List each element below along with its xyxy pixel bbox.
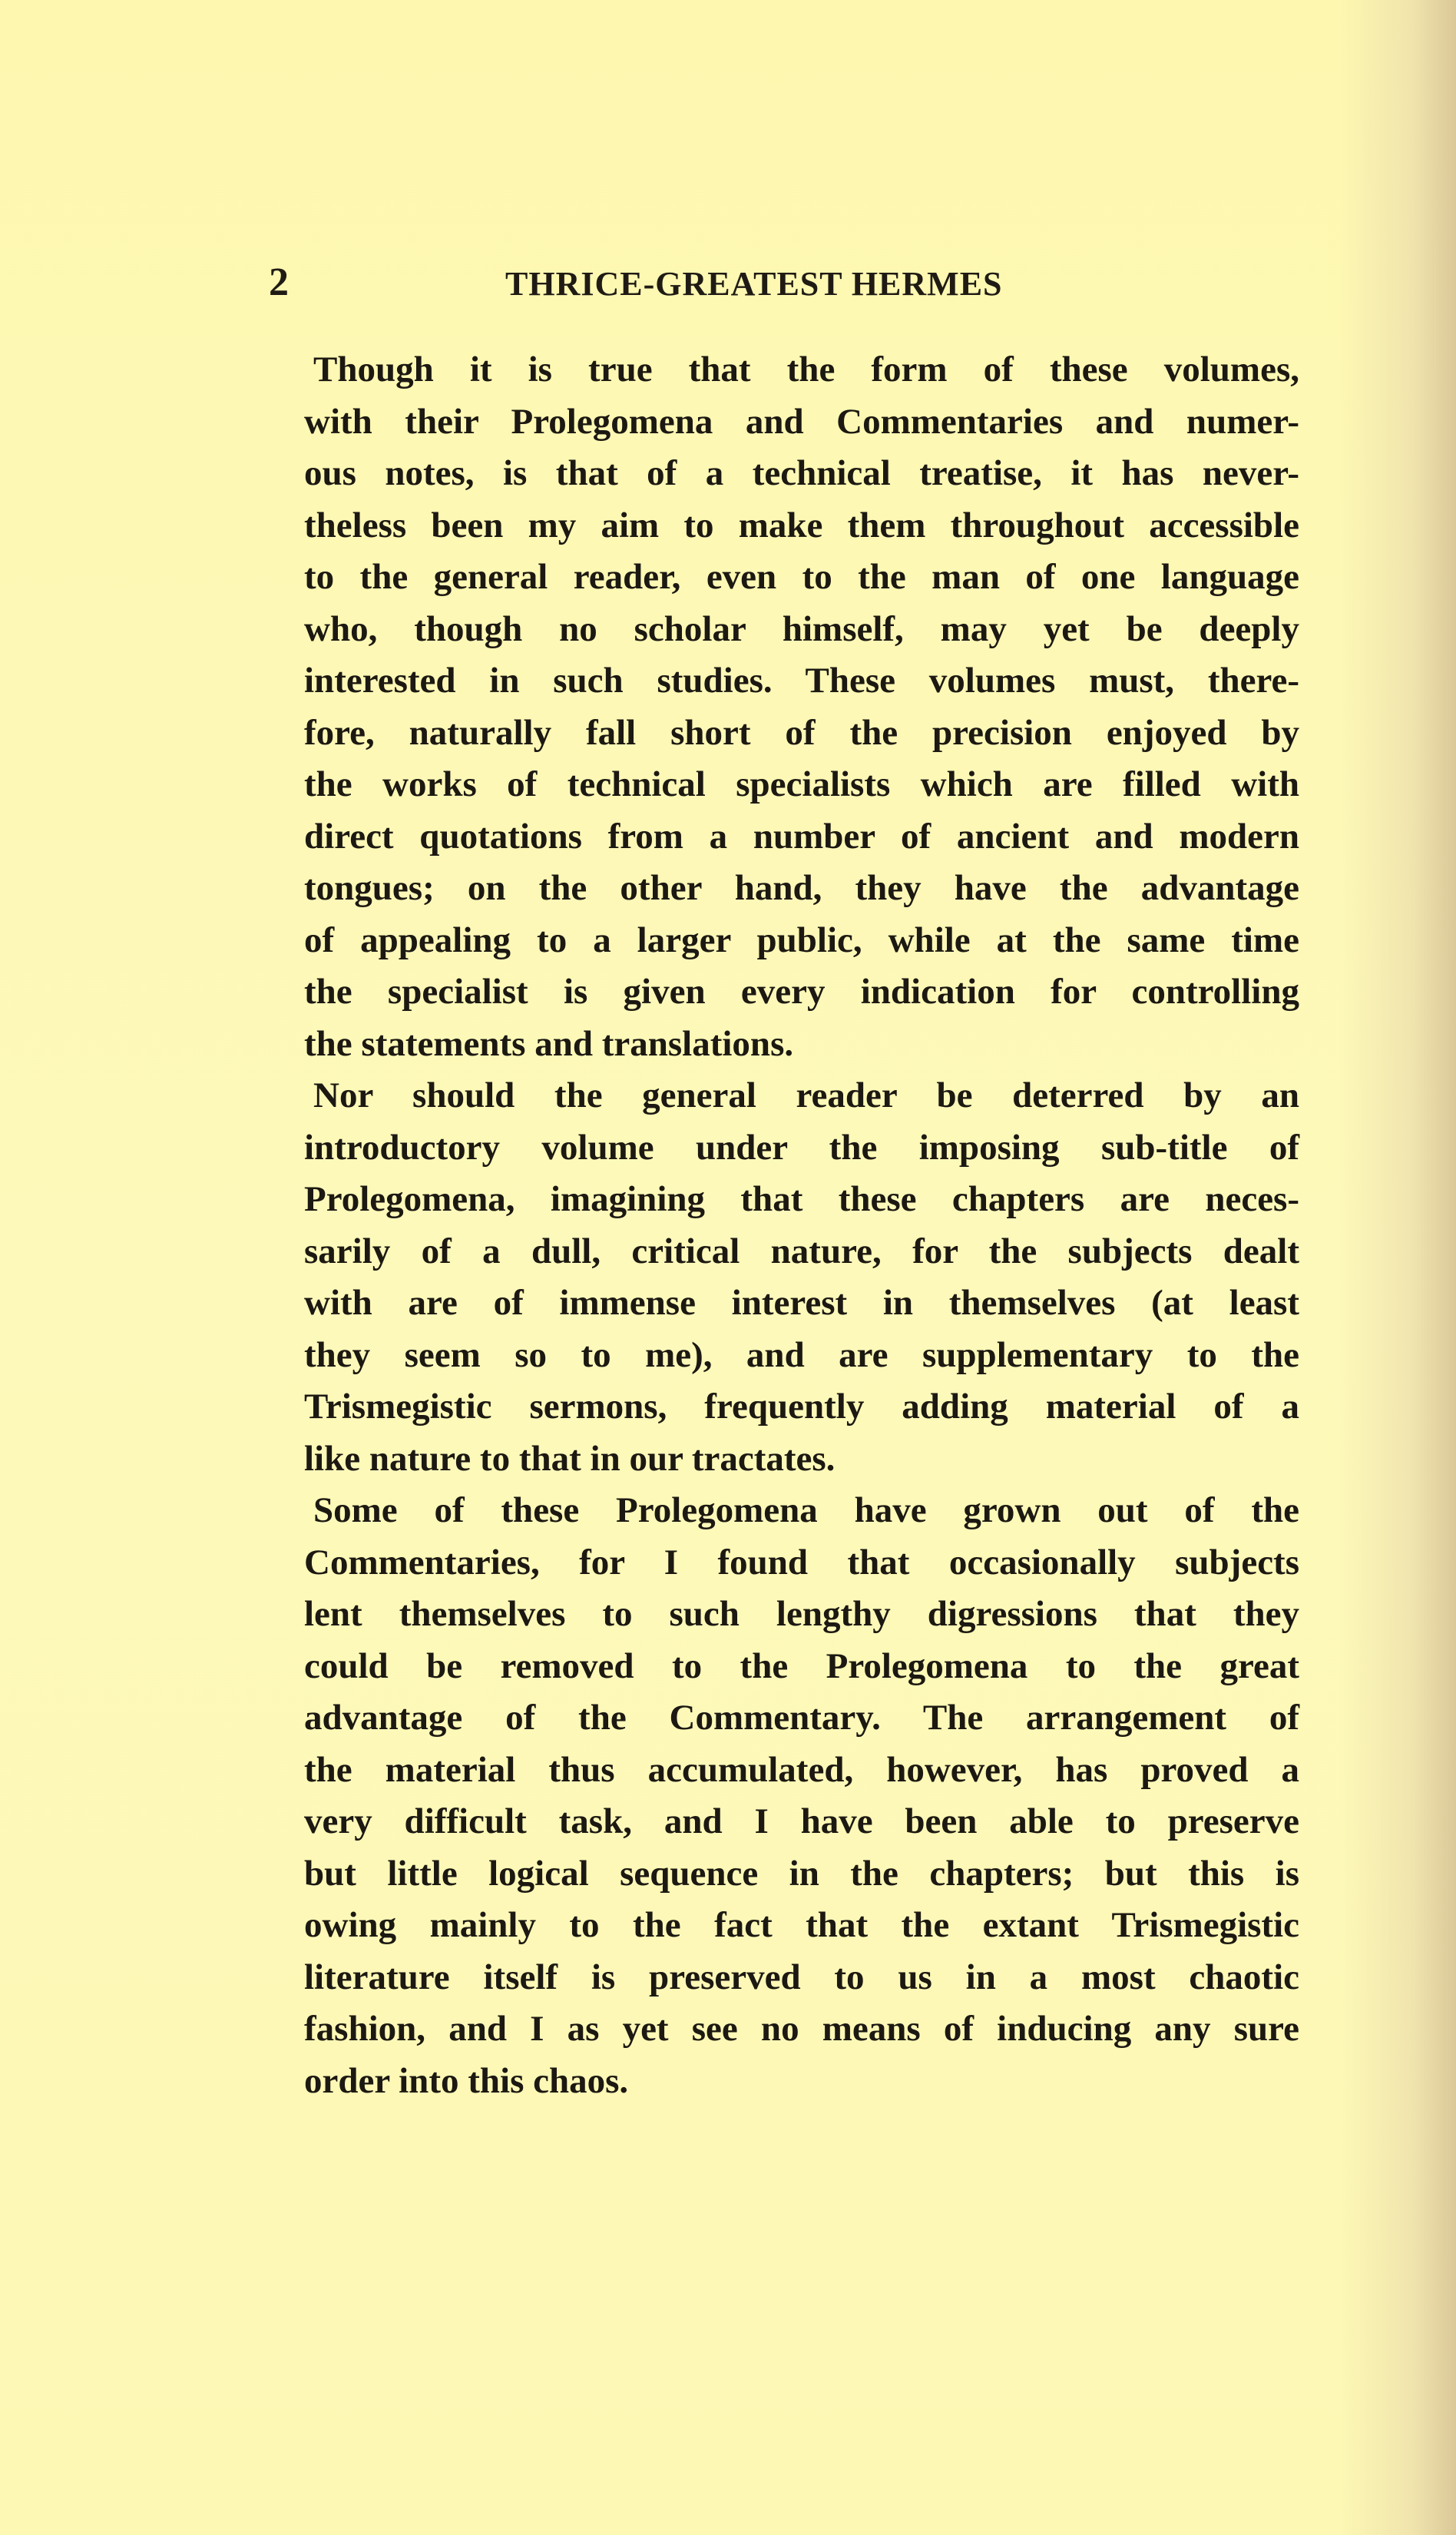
- body-text: [304, 344, 1299, 2107]
- text-line: could be removed to the Prolegomena to the great: [304, 1645, 1299, 1686]
- text-line: very difficult task, and I have been able to preserve: [304, 1801, 1299, 1841]
- text-line: to the general reader, even to the man of one language: [304, 557, 1299, 597]
- text-line: Nor should the general reader be deterred by an: [313, 1075, 1299, 1115]
- text-line: the works of technical specialists which are filled with: [304, 764, 1299, 804]
- running-title: THRICE-GREATEST HERMES: [505, 265, 1003, 303]
- text-line: the statements and translations.: [304, 1023, 794, 1064]
- text-line: sarily of a dull, critical nature, for the subjects dealt: [304, 1231, 1299, 1271]
- text-line: Though it is true that the form of these volumes,: [313, 350, 1299, 389]
- text-line: theless been my aim to make them throughout accessible: [304, 505, 1299, 545]
- paragraph-1: [304, 344, 1299, 1070]
- text-line: direct quotations from a number of ancient and modern: [304, 816, 1299, 857]
- text-line: advantage of the Commentary. The arrangement of: [304, 1698, 1299, 1738]
- text-line: tongues; on the other hand, they have the advantage: [304, 868, 1299, 908]
- text-line: fashion, and I as yet see no means of inducing any sure: [304, 2009, 1299, 2049]
- text-line: they seem so to me), and are supplementary to the: [304, 1334, 1299, 1375]
- text-line: literature itself is preserved to us in a most chaotic: [304, 1957, 1299, 1997]
- paragraph-2: [304, 1070, 1299, 1485]
- text-line: who, though no scholar himself, may yet be deeply: [304, 608, 1299, 649]
- text-line: ous notes, is that of a technical treatise, it has never-: [304, 453, 1299, 493]
- text-line: the specialist is given every indication for controlling: [304, 972, 1299, 1012]
- text-line: but little logical sequence in the chapters; but this is: [304, 1853, 1299, 1894]
- running-header: [269, 260, 1305, 313]
- text-line: Prolegomena, imagining that these chapters are neces-: [304, 1179, 1299, 1219]
- text-line: Trismegistic sermons, frequently adding material of a: [304, 1387, 1299, 1427]
- text-line: order into this chaos.: [304, 2060, 629, 2101]
- text-line: introductory volume under the imposing sub-title of: [304, 1127, 1299, 1168]
- text-line: with are of immense interest in themselves (at least: [304, 1283, 1299, 1323]
- text-line: fore, naturally fall short of the precision enjoyed by: [304, 712, 1299, 753]
- text-line: of appealing to a larger public, while at the same time: [304, 920, 1299, 960]
- text-line: like nature to that in our tractates.: [304, 1438, 836, 1479]
- paragraph-3: [304, 1485, 1299, 2107]
- page-number: 2: [269, 260, 289, 304]
- text-line: Some of these Prolegomena have grown out of the: [313, 1490, 1299, 1530]
- text-line: interested in such studies. These volumes must, there-: [304, 661, 1299, 701]
- text-line: owing mainly to the fact that the extant Trismegistic: [304, 1905, 1299, 1945]
- text-line: lent themselves to such lengthy digressions that they: [304, 1594, 1299, 1634]
- text-line: the material thus accumulated, however, has proved a: [304, 1749, 1299, 1790]
- text-line: Commentaries, for I found that occasionally subjects: [304, 1542, 1299, 1582]
- text-line: with their Prolegomena and Commentaries and numer-: [304, 401, 1299, 442]
